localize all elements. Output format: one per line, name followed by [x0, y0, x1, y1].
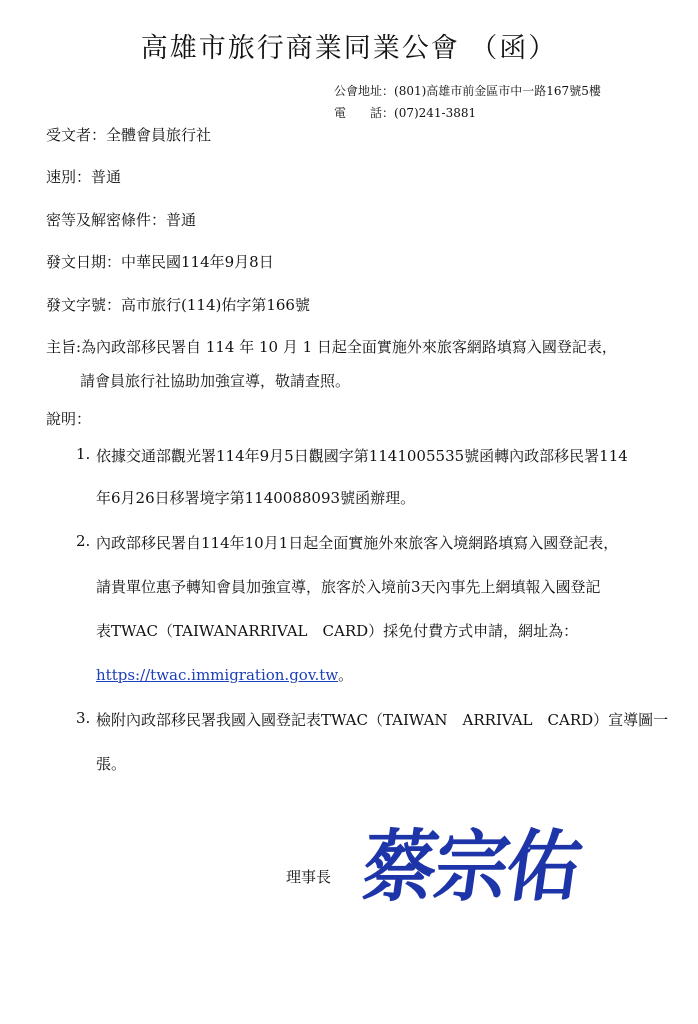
item-2-link-line [96, 664, 353, 685]
subject-line-1: 主旨:為內政部移民署自 114 年 10 月 1 日起全面實施外來旅客網路填寫入國登記表， [46, 338, 617, 356]
speed-line: 速別：普通 [46, 168, 122, 186]
doc-number-line: 發文字號：高市旅行(114)佑字第166號 [46, 296, 310, 314]
signature-seal: 蔡宗佑 [356, 822, 586, 913]
address-label: 公會地址： [334, 84, 395, 98]
recipient-line: 受文者：全體會員旅行社 [46, 126, 212, 144]
phone-value: (07)241-3881 [394, 106, 477, 120]
item-3-line-2: 張。 [96, 755, 127, 773]
security-line: 密等及解密條件：普通 [46, 211, 197, 229]
association-phone [334, 104, 476, 121]
phone-label: 電 話： [334, 106, 395, 120]
association-address [334, 82, 601, 99]
explanation-label: 說明： [46, 410, 92, 428]
item-number: 2. [76, 532, 91, 550]
item-2-line-1: 內政部移民署自114年10月1日起全面實施外來旅客入境網路填寫入國登記表， [96, 534, 619, 552]
letter-title: 高雄市旅行商業同業公會 （函） [140, 33, 558, 64]
item-2-line-3: 表TWAC（TAIWANARRIVAL CARD）採免付費方式申請，網址為： [96, 622, 579, 640]
date-line: 發文日期：中華民國114年9月8日 [46, 253, 274, 271]
address-value: (801)高雄市前金區市中一路167號5樓 [394, 84, 601, 98]
item-2-line-2: 請貴單位惠予轉知會員加強宣導，旅客於入境前3天內事先上網填報入國登記 [96, 578, 601, 596]
item-1-line-1: 依據交通部觀光署114年9月5日觀國字第1141005535號函轉內政部移民署114 [96, 447, 628, 465]
link-suffix: 。 [338, 666, 354, 684]
item-number: 3. [76, 709, 91, 727]
signature-label: 理事長 [286, 868, 332, 886]
item-1-line-2: 年6月26日移署境字第1140088093號函辦理。 [96, 489, 416, 507]
item-number: 1. [76, 445, 91, 463]
twac-link[interactable]: https://twac.immigration.gov.tw [96, 666, 339, 684]
item-3-line-1: 檢附內政部移民署我國入國登記表TWAC（TAIWAN ARRIVAL CARD）宣導圖一 [96, 711, 669, 729]
subject-line-2: 請會員旅行社協助加強宣導，敬請查照。 [80, 372, 351, 390]
